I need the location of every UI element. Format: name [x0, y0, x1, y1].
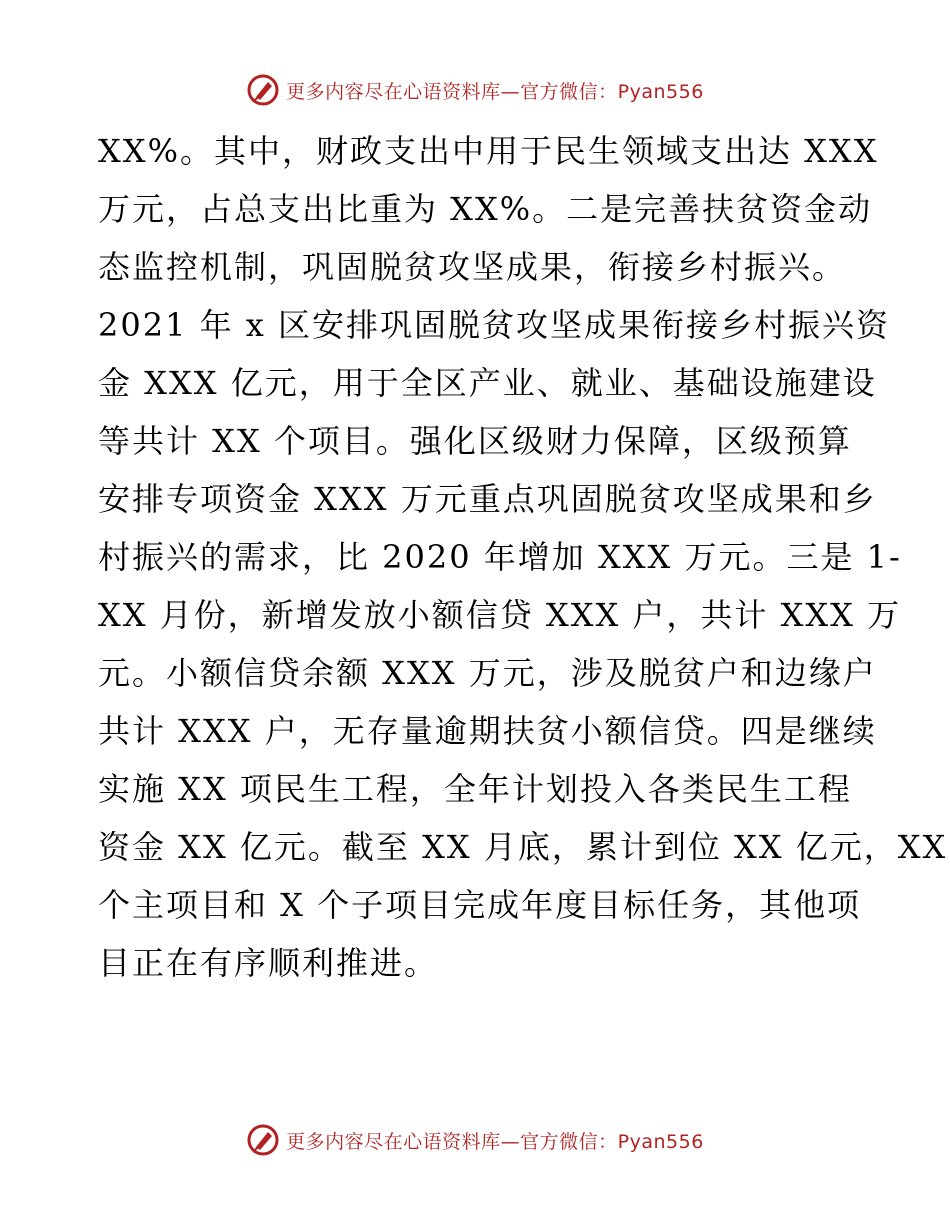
header-banner	[0, 72, 950, 108]
text-line: 目正在有序顺利推进。	[98, 944, 439, 982]
text-line: 资金 XX 亿元。截至 XX 月底，累计到位 XX 亿元，XX	[98, 828, 948, 866]
text-line: 村振兴的需求，比 2020 年增加 XXX 万元。三是 1-	[98, 538, 902, 576]
footer-banner	[0, 1122, 950, 1158]
text-line: 实施 XX 项民生工程，全年计划投入各类民生工程	[98, 770, 852, 808]
document-body	[98, 122, 948, 992]
footer-banner-text: 更多内容尽在心语资料库—官方微信：Pyan556	[286, 1130, 704, 1153]
text-line: 等共计 XX 个项目。强化区级财力保障，区级预算	[98, 422, 852, 460]
text-line: 共计 XXX 户，无存量逾期扶贫小额信贷。四是继续	[98, 712, 877, 750]
text-line: 安排专项资金 XXX 万元重点巩固脱贫攻坚成果和乡	[98, 480, 877, 518]
text-line: 2021 年 x 区安排巩固脱贫攻坚成果衔接乡村振兴资	[98, 306, 891, 344]
text-line: XX%。其中，财政支出中用于民生领域支出达 XXX	[98, 132, 879, 170]
text-line: XX 月份，新增发放小额信贷 XXX 户，共计 XXX 万	[98, 596, 902, 634]
pen-seal-icon	[246, 1123, 280, 1157]
text-line: 态监控机制，巩固脱贫攻坚成果，衔接乡村振兴。	[98, 248, 847, 286]
text-line: 金 XXX 亿元，用于全区产业、就业、基础设施建设	[98, 364, 877, 402]
text-line: 元。小额信贷余额 XXX 万元，涉及脱贫户和边缘户	[98, 654, 877, 692]
pen-seal-icon	[246, 73, 280, 107]
text-line: 万元，占总支出比重为 XX%。二是完善扶贫资金动	[98, 190, 873, 228]
header-banner-text: 更多内容尽在心语资料库—官方微信：Pyan556	[286, 80, 704, 103]
text-line: 个主项目和 X 个子项目完成年度目标任务，其他项	[98, 886, 862, 924]
